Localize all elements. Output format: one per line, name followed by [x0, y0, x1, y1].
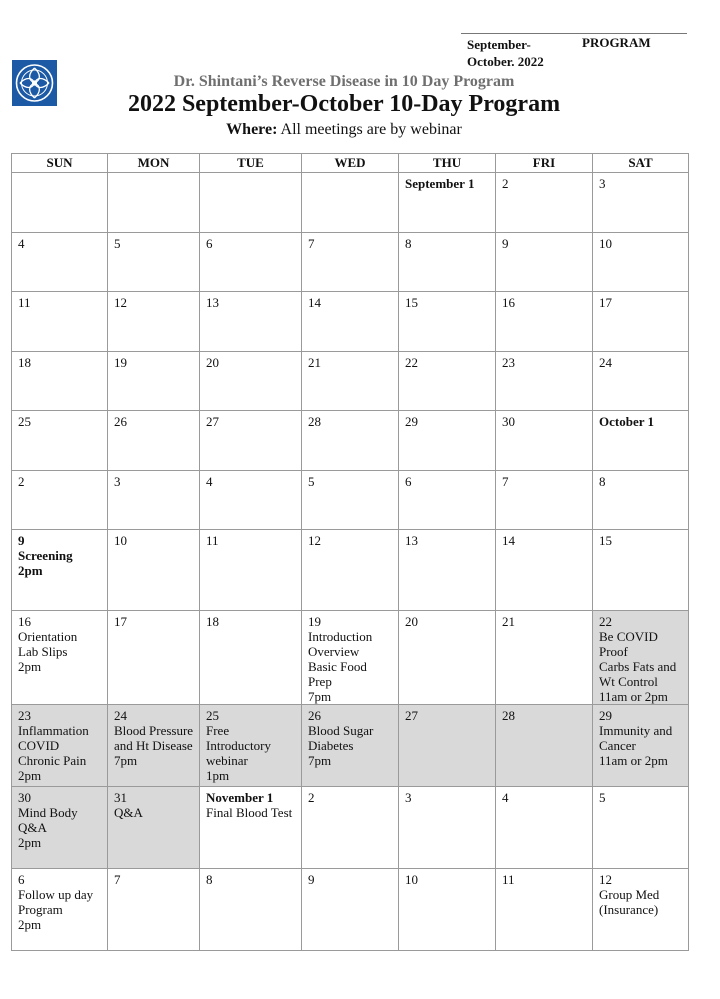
day-cell: 10 [399, 869, 496, 951]
day-cell: 16 Orientation Lab Slips 2pm [12, 611, 108, 705]
day-cell: 18 [200, 611, 302, 705]
day-cell: 22 Be COVID Proof Carbs Fats and Wt Control 11am or 2pm [593, 611, 689, 705]
week-row [12, 471, 689, 530]
day-cell: 19 Introduction Overview Basic Food Prep 7pm [302, 611, 399, 705]
day-cell: 17 [593, 292, 689, 352]
day-cell: September 1 [399, 173, 496, 233]
day-cell: 9 [302, 869, 399, 951]
day-cell: 30 Mind Body Q&A 2pm [12, 787, 108, 869]
week-row [12, 173, 689, 233]
day-cell: 10 [108, 530, 200, 611]
where-label: Where: [226, 121, 278, 138]
day-cell: 8 [399, 233, 496, 292]
program-subtitle: Dr. Shintani’s Reverse Disease in 10 Day Program [173, 73, 515, 90]
day-cell: 4 [200, 471, 302, 530]
day-cell: 2 [12, 471, 108, 530]
week-row [12, 869, 689, 951]
day-event-text: Final Blood Test [206, 805, 293, 820]
header-program-label: PROGRAM [582, 35, 651, 50]
day-cell: 14 [302, 292, 399, 352]
week-row [12, 705, 689, 787]
header-date: September- October. 2022 [467, 37, 544, 69]
day-cell: 23 [496, 352, 593, 411]
weekday-header: WED [302, 154, 399, 173]
day-cell: 13 [200, 292, 302, 352]
week-row [12, 530, 689, 611]
day-cell [302, 173, 399, 233]
day-cell: 27 [200, 411, 302, 471]
day-cell [12, 173, 108, 233]
day-cell: October 1 [593, 411, 689, 471]
weekday-header: FRI [496, 154, 593, 173]
day-cell: 30 [496, 411, 593, 471]
day-cell: 2 [302, 787, 399, 869]
day-cell: 11 [496, 869, 593, 951]
calendar-table [11, 153, 689, 951]
day-cell: 13 [399, 530, 496, 611]
day-cell: 12 [302, 530, 399, 611]
day-cell: 25 Free Introductory webinar 1pm [200, 705, 302, 787]
weekday-header: MON [108, 154, 200, 173]
day-cell: 8 [593, 471, 689, 530]
day-cell: 9 Screening 2pm [12, 530, 108, 611]
weekday-header: SAT [593, 154, 689, 173]
day-cell [108, 173, 200, 233]
day-cell: 20 [200, 352, 302, 411]
weekday-header-row [12, 154, 689, 173]
day-cell: 6 Follow up day Program 2pm [12, 869, 108, 951]
day-cell: 3 [108, 471, 200, 530]
day-cell: 9 [496, 233, 593, 292]
day-cell: 14 [496, 530, 593, 611]
day-cell: 18 [12, 352, 108, 411]
day-cell: 6 [200, 233, 302, 292]
day-cell: 11 [12, 292, 108, 352]
weekday-header: TUE [200, 154, 302, 173]
day-cell: 3 [399, 787, 496, 869]
day-cell: 26 Blood Sugar Diabetes 7pm [302, 705, 399, 787]
day-cell: 19 [108, 352, 200, 411]
day-cell: 20 [399, 611, 496, 705]
weekday-header: SUN [12, 154, 108, 173]
day-cell: 24 Blood Pressure and Ht Disease 7pm [108, 705, 200, 787]
day-cell: 15 [593, 530, 689, 611]
day-cell: 10 [593, 233, 689, 292]
week-row [12, 233, 689, 292]
day-cell: 15 [399, 292, 496, 352]
day-cell: 5 [108, 233, 200, 292]
day-cell: 4 [496, 787, 593, 869]
where-value: All meetings are by webinar [277, 121, 462, 138]
day-cell: 2 [496, 173, 593, 233]
day-cell: 8 [200, 869, 302, 951]
day-cell: 5 [593, 787, 689, 869]
day-cell: 6 [399, 471, 496, 530]
day-cell: 24 [593, 352, 689, 411]
page-title: 2022 September-October 10-Day Program [127, 91, 561, 117]
day-cell: 4 [12, 233, 108, 292]
day-number-bold: November 1 [206, 790, 274, 805]
day-cell: 28 [302, 411, 399, 471]
day-cell: 29 [399, 411, 496, 471]
day-cell: 5 [302, 471, 399, 530]
week-row [12, 292, 689, 352]
day-cell: 3 [593, 173, 689, 233]
header-rule [461, 33, 687, 34]
day-cell: 22 [399, 352, 496, 411]
day-cell: 31 Q&A [108, 787, 200, 869]
day-cell: 16 [496, 292, 593, 352]
day-cell [200, 173, 302, 233]
day-cell [200, 787, 302, 869]
day-cell: 27 [399, 705, 496, 787]
week-row [12, 411, 689, 471]
day-cell: 12 [108, 292, 200, 352]
day-cell: 17 [108, 611, 200, 705]
day-cell: 12 Group Med (Insurance) [593, 869, 689, 951]
day-cell: 26 [108, 411, 200, 471]
weekday-header: THU [399, 154, 496, 173]
week-row [12, 611, 689, 705]
day-cell: 21 [302, 352, 399, 411]
day-cell: 25 [12, 411, 108, 471]
day-cell: 7 [302, 233, 399, 292]
day-cell: 29 Immunity and Cancer 11am or 2pm [593, 705, 689, 787]
day-cell: 23 Inflammation COVID Chronic Pain 2pm [12, 705, 108, 787]
day-cell: 7 [496, 471, 593, 530]
day-cell: 11 [200, 530, 302, 611]
week-row [12, 787, 689, 869]
day-cell: 7 [108, 869, 200, 951]
location-line [0, 121, 688, 139]
day-cell: 21 [496, 611, 593, 705]
day-cell: 28 [496, 705, 593, 787]
week-row [12, 352, 689, 411]
